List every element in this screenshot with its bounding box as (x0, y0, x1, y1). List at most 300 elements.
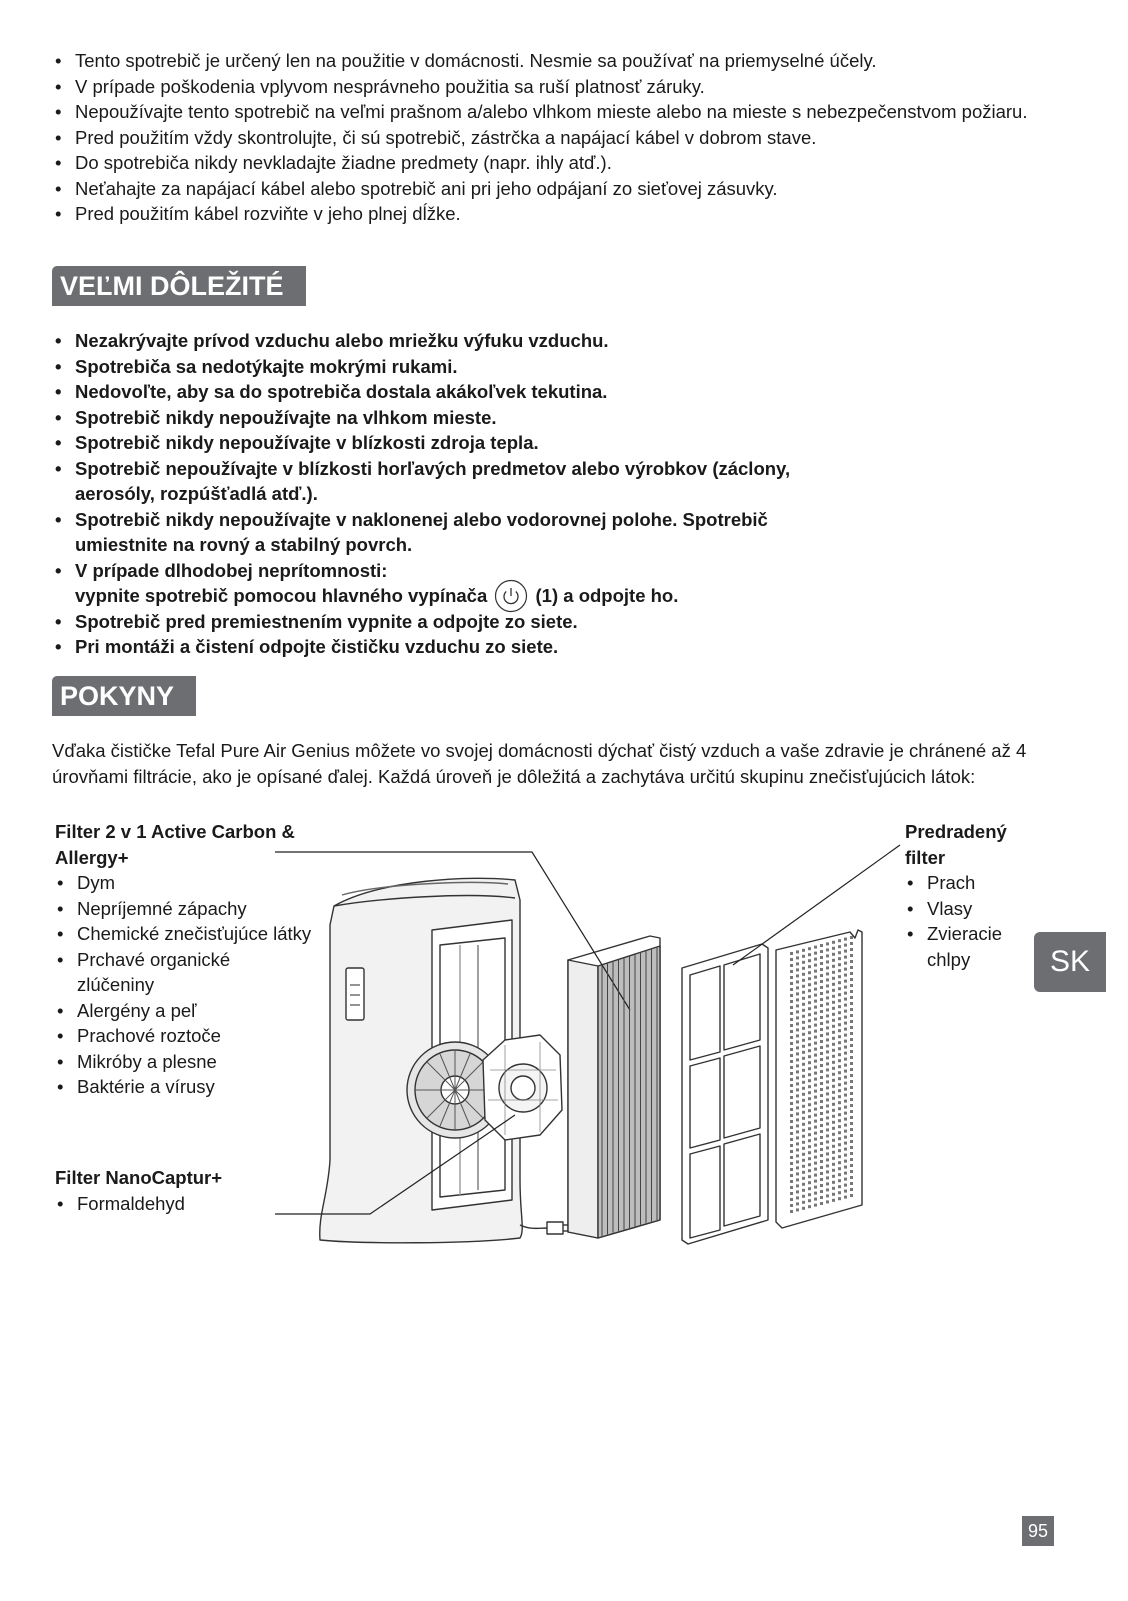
grille-hole (790, 1126, 793, 1129)
grille-hole (838, 975, 841, 978)
grille-hole (820, 1190, 823, 1193)
grille-hole (832, 983, 835, 986)
grille-hole (820, 1148, 823, 1151)
grille-hole (796, 968, 799, 971)
list-item: • Formaldehyd (55, 1191, 315, 1217)
grille-hole (790, 1204, 793, 1207)
grille-hole (790, 1096, 793, 1099)
grille-hole (820, 1034, 823, 1037)
grille-hole (826, 1158, 829, 1161)
grille-hole (826, 1128, 829, 1131)
grille-hole (808, 959, 811, 962)
grille-hole (820, 1136, 823, 1139)
list-item: • Pri montáži a čistení odpojte čističku vzduchu zo siete. (52, 634, 812, 660)
grille-hole (844, 1046, 847, 1049)
grille-hole (820, 1172, 823, 1175)
grille-hole (832, 1013, 835, 1016)
grille-hole (832, 1031, 835, 1034)
grille-hole (814, 1144, 817, 1147)
grille-hole (802, 985, 805, 988)
grille-hole (790, 1000, 793, 1003)
grille-hole (850, 954, 853, 957)
grille-hole (808, 1013, 811, 1016)
pre-filter-frame-illustration (682, 944, 768, 1244)
grille-hole (844, 974, 847, 977)
grille-hole (790, 1144, 793, 1147)
grille-hole (820, 1052, 823, 1055)
grille-hole (790, 1078, 793, 1081)
grille-hole (808, 1001, 811, 1004)
grille-hole (808, 977, 811, 980)
grille-hole (820, 980, 823, 983)
grille-hole (796, 1124, 799, 1127)
grille-hole (796, 1094, 799, 1097)
grille-hole (826, 1098, 829, 1101)
grille-hole (820, 944, 823, 947)
grille-hole (796, 1010, 799, 1013)
grille-hole (826, 1074, 829, 1077)
grille-hole (844, 1142, 847, 1145)
grille-hole (814, 1096, 817, 1099)
grille-hole (808, 1019, 811, 1022)
grille-hole (796, 1052, 799, 1055)
grille-hole (832, 1181, 835, 1184)
grille-hole (796, 1004, 799, 1007)
grille-hole (850, 1086, 853, 1089)
list-item: • Pred použitím kábel rozviňte v jeho plnej dĺžke. (52, 201, 1082, 227)
important-warnings-list (52, 328, 812, 660)
grille-hole (838, 1047, 841, 1050)
grille-hole (838, 1143, 841, 1146)
grille-hole (850, 1116, 853, 1119)
grille-hole (820, 1022, 823, 1025)
list-item: • Prach (905, 870, 1035, 896)
grille-hole (838, 1023, 841, 1026)
grille-hole (820, 1016, 823, 1019)
grille-hole (808, 1079, 811, 1082)
grille-hole (838, 1017, 841, 1020)
grille-hole (838, 1101, 841, 1104)
grille-hole (790, 1012, 793, 1015)
grille-hole (790, 1054, 793, 1057)
grille-hole (850, 1068, 853, 1071)
grille-hole (838, 1065, 841, 1068)
list-item: • Nepoužívajte tento spotrebič na veľmi prašnom a/alebo vlhkom mieste alebo na mieste s nebezpečenstvom požiaru. (52, 99, 1082, 125)
grille-hole (844, 1166, 847, 1169)
grille-hole (820, 1118, 823, 1121)
list-item: • Tento spotrebič je určený len na použitie v domácnosti. Nesmie sa používať na priemyselné účely. (52, 48, 1082, 74)
pre-filter-label (905, 819, 1035, 972)
grille-hole (838, 1041, 841, 1044)
grille-hole (790, 1108, 793, 1111)
grille-hole (850, 1050, 853, 1053)
grille-hole (850, 1146, 853, 1149)
grille-hole (814, 1204, 817, 1207)
grille-hole (802, 1153, 805, 1156)
grille-hole (808, 1151, 811, 1154)
carbon-filter-list (55, 870, 345, 1100)
grille-hole (826, 1026, 829, 1029)
grille-hole (826, 1080, 829, 1083)
grille-hole (832, 1139, 835, 1142)
grille-hole (814, 1036, 817, 1039)
grille-hole (808, 1187, 811, 1190)
grille-hole (820, 1202, 823, 1205)
grille-hole (790, 1186, 793, 1189)
grille-hole (820, 950, 823, 953)
grille-hole (844, 1154, 847, 1157)
grille-hole (844, 968, 847, 971)
grille-hole (790, 1048, 793, 1051)
grille-hole (802, 1123, 805, 1126)
grille-hole (814, 1012, 817, 1015)
grille-hole (820, 1058, 823, 1061)
grille-hole (796, 1184, 799, 1187)
grille-hole (838, 987, 841, 990)
list-item: • Alergény a peľ (55, 998, 345, 1024)
grille-hole (802, 997, 805, 1000)
grille-hole (820, 1082, 823, 1085)
grille-hole (808, 1067, 811, 1070)
grille-hole (814, 1078, 817, 1081)
grille-hole (832, 1007, 835, 1010)
grille-hole (796, 1166, 799, 1169)
list-item: • Nezakrývajte prívod vzduchu alebo mriežku výfuku vzduchu. (52, 328, 812, 354)
grille-hole (790, 1174, 793, 1177)
grille-hole (850, 972, 853, 975)
grille-hole (844, 1028, 847, 1031)
grille-hole (796, 1190, 799, 1193)
grille-hole (796, 1142, 799, 1145)
grille-hole (802, 1069, 805, 1072)
grille-hole (796, 1208, 799, 1211)
grille-hole (850, 1020, 853, 1023)
grille-hole (796, 1040, 799, 1043)
grille-hole (850, 1140, 853, 1143)
grille-hole (802, 1075, 805, 1078)
grille-hole (844, 980, 847, 983)
grille-hole (850, 984, 853, 987)
grille-hole (838, 1137, 841, 1140)
grille-hole (802, 1141, 805, 1144)
grille-hole (796, 1130, 799, 1133)
grille-hole (808, 1163, 811, 1166)
list-item: • Spotrebiča sa nedotýkajte mokrými rukami. (52, 354, 812, 380)
grille-hole (844, 1148, 847, 1151)
grille-hole (850, 1008, 853, 1011)
grille-hole (790, 1150, 793, 1153)
grille-hole (832, 1175, 835, 1178)
grille-hole (844, 1106, 847, 1109)
grille-hole (832, 1157, 835, 1160)
grille-hole (826, 1044, 829, 1047)
grille-hole (790, 1066, 793, 1069)
grille-hole (826, 1068, 829, 1071)
grille-hole (838, 1077, 841, 1080)
grille-hole (850, 1104, 853, 1107)
grille-hole (790, 1060, 793, 1063)
list-item: • V prípade poškodenia vplyvom nesprávneho použitia sa ruší platnosť záruky. (52, 74, 1082, 100)
grille-hole (832, 965, 835, 968)
grille-hole (838, 969, 841, 972)
grille-hole (850, 1092, 853, 1095)
grille-hole (844, 962, 847, 965)
grille-hole (790, 1006, 793, 1009)
grille-hole (808, 1037, 811, 1040)
grille-hole (826, 1092, 829, 1095)
grille-hole (832, 1127, 835, 1130)
grille-hole (838, 1161, 841, 1164)
list-item: • Neťahajte za napájací kábel alebo spotrebič ani pri jeho odpájaní zo sieťovej zásuvky. (52, 176, 1082, 202)
grille-hole (790, 988, 793, 991)
grille-hole (790, 1090, 793, 1093)
grille-hole (796, 1016, 799, 1019)
grille-hole (850, 1098, 853, 1101)
grille-hole (820, 992, 823, 995)
grille-hole (820, 986, 823, 989)
grille-hole (832, 1145, 835, 1148)
general-warnings-list (52, 48, 1082, 227)
grille-hole (838, 1191, 841, 1194)
grille-hole (826, 1056, 829, 1059)
grille-hole (838, 939, 841, 942)
nanocaptur-filter-label (55, 1165, 315, 1216)
list-item: • Spotrebič nikdy nepoužívajte v blízkosti zdroja tepla. (52, 430, 812, 456)
list-item: • Prachové roztoče (55, 1023, 345, 1049)
grille-hole (838, 1005, 841, 1008)
grille-hole (802, 1129, 805, 1132)
grille-hole (832, 1109, 835, 1112)
grille-hole (808, 1181, 811, 1184)
grille-hole (838, 1053, 841, 1056)
grille-hole (796, 1178, 799, 1181)
grille-hole (832, 1025, 835, 1028)
grille-hole (796, 1046, 799, 1049)
grille-hole (820, 998, 823, 1001)
grille-hole (814, 1048, 817, 1051)
grille-hole (802, 949, 805, 952)
grille-hole (844, 1034, 847, 1037)
grille-hole (790, 964, 793, 967)
grille-hole (850, 966, 853, 969)
list-item: • Zvieracie chlpy (905, 921, 1035, 972)
grille-hole (790, 982, 793, 985)
grille-hole (832, 1199, 835, 1202)
grille-hole (826, 1146, 829, 1149)
grille-hole (850, 1134, 853, 1137)
grille-hole (832, 1151, 835, 1154)
absence-line-1: V prípade dlhodobej neprítomnosti: (75, 559, 388, 581)
grille-hole (814, 1138, 817, 1141)
grille-hole (826, 1134, 829, 1137)
grille-hole (796, 986, 799, 989)
grille-hole (814, 1126, 817, 1129)
grille-hole (808, 1061, 811, 1064)
list-item: • Do spotrebiča nikdy nevkladajte žiadne predmety (napr. ihly atď.). (52, 150, 1082, 176)
grille-hole (814, 1006, 817, 1009)
grille-hole (832, 941, 835, 944)
grille-hole (850, 1062, 853, 1065)
grille-hole (790, 994, 793, 997)
grille-hole (808, 1115, 811, 1118)
grille-hole (850, 1170, 853, 1173)
rear-grille-panel-illustration (776, 930, 862, 1228)
grille-hole (838, 1185, 841, 1188)
grille-hole (808, 1109, 811, 1112)
grille-hole (844, 1058, 847, 1061)
grille-hole (796, 1082, 799, 1085)
grille-hole (826, 1182, 829, 1185)
grille-hole (820, 1094, 823, 1097)
grille-hole (802, 1063, 805, 1066)
leader-lines (275, 845, 900, 1214)
grille-hole (844, 1052, 847, 1055)
grille-hole (802, 967, 805, 970)
grille-hole (844, 1016, 847, 1019)
grille-hole (850, 1194, 853, 1197)
nanocaptur-filter-list (55, 1191, 315, 1217)
grille-hole (802, 1081, 805, 1084)
grille-hole (802, 1021, 805, 1024)
grille-hole (808, 953, 811, 956)
grille-hole (796, 1028, 799, 1031)
list-item: • Spotrebič nepoužívajte v blízkosti horľavých predmetov alebo výrobkov (záclony, aerosóly, rozpúšťadlá atď.). (52, 456, 812, 507)
grille-hole (814, 1072, 817, 1075)
grille-hole (808, 989, 811, 992)
grille-hole (850, 942, 853, 945)
grille-hole (850, 1158, 853, 1161)
grille-hole (814, 970, 817, 973)
grille-hole (820, 1142, 823, 1145)
grille-hole (814, 1060, 817, 1063)
grille-hole (850, 1014, 853, 1017)
grille-hole (802, 1195, 805, 1198)
grille-hole (820, 1130, 823, 1133)
grille-hole (802, 1015, 805, 1018)
grille-hole (838, 1029, 841, 1032)
grille-hole (808, 1085, 811, 1088)
grille-hole (802, 991, 805, 994)
grille-hole (838, 1155, 841, 1158)
grille-hole (826, 1014, 829, 1017)
grille-hole (814, 1030, 817, 1033)
grille-hole (826, 1020, 829, 1023)
grille-hole (820, 1112, 823, 1115)
list-item: • Spotrebič pred premiestnením vypnite a odpojte zo siete. (52, 609, 812, 635)
grille-hole (832, 1163, 835, 1166)
grille-hole (844, 1190, 847, 1193)
grille-hole (850, 936, 853, 939)
grille-hole (808, 1103, 811, 1106)
grille-hole (802, 1171, 805, 1174)
section-heading-important: VEĽMI DÔLEŽITÉ (52, 266, 306, 306)
grille-hole (808, 1049, 811, 1052)
grille-hole (838, 1125, 841, 1128)
grille-hole (814, 1108, 817, 1111)
grille-hole (790, 1192, 793, 1195)
grille-hole (802, 961, 805, 964)
list-item: • Nedovoľte, aby sa do spotrebiča dostala akákoľvek tekutina. (52, 379, 812, 405)
grille-hole (826, 954, 829, 957)
grille-hole (844, 938, 847, 941)
list-item: • Dym (55, 870, 345, 896)
grille-hole (790, 1114, 793, 1117)
grille-hole (820, 1106, 823, 1109)
grille-hole (838, 1119, 841, 1122)
grille-hole (826, 1008, 829, 1011)
grille-hole (832, 1073, 835, 1076)
grille-hole (802, 1111, 805, 1114)
grille-hole (796, 1070, 799, 1073)
grille-hole (802, 1099, 805, 1102)
grille-hole (814, 976, 817, 979)
grille-hole (832, 1169, 835, 1172)
grille-hole (850, 1110, 853, 1113)
grille-hole (808, 1043, 811, 1046)
grille-hole (814, 1114, 817, 1117)
grille-hole (826, 1104, 829, 1107)
grille-hole (820, 962, 823, 965)
grille-hole (844, 1082, 847, 1085)
grille-hole (808, 1193, 811, 1196)
grille-hole (850, 1044, 853, 1047)
grille-hole (796, 950, 799, 953)
grille-hole (844, 1100, 847, 1103)
grille-hole (802, 1009, 805, 1012)
grille-hole (844, 1178, 847, 1181)
grille-hole (820, 1010, 823, 1013)
grille-hole (802, 1093, 805, 1096)
grille-hole (844, 998, 847, 1001)
grille-hole (790, 1180, 793, 1183)
absence-line-2-after: (1) a odpojte ho. (535, 585, 679, 606)
carbon-filter-illustration (568, 936, 660, 1238)
grille-hole (814, 1000, 817, 1003)
grille-hole (844, 1076, 847, 1079)
grille-hole (832, 1061, 835, 1064)
grille-hole (796, 1160, 799, 1163)
grille-hole (838, 1197, 841, 1200)
grille-hole (850, 996, 853, 999)
grille-hole (790, 1210, 793, 1213)
grille-hole (790, 1138, 793, 1141)
grille-hole (820, 1184, 823, 1187)
grille-hole (796, 1202, 799, 1205)
carbon-filter-title: Filter 2 v 1 Active Carbon & Allergy+ (55, 821, 295, 868)
grille-hole (850, 1074, 853, 1077)
intro-paragraph: Vďaka čističke Tefal Pure Air Genius môžete vo svojej domácnosti dýchať čistý vzduch a vaše zdravie je chránené až 4 úrovňami filtrácie, ako je opísané ďalej. Každá úroveň je dôležitá a zachytáva určitú skupinu znečisťujúcich látok: (52, 740, 1027, 787)
grille-hole (850, 990, 853, 993)
grille-hole (820, 1196, 823, 1199)
grille-hole (850, 1122, 853, 1125)
page-number: 95 (1022, 1516, 1054, 1546)
grille-hole (838, 1089, 841, 1092)
grille-hole (814, 1120, 817, 1123)
grille-hole (796, 1058, 799, 1061)
grille-hole (826, 1062, 829, 1065)
grille-hole (808, 1031, 811, 1034)
grille-hole (808, 1127, 811, 1130)
grille-hole (796, 1034, 799, 1037)
grille-hole (814, 946, 817, 949)
pre-filter-title: Predradený filter (905, 821, 1007, 868)
grille-hole (832, 1103, 835, 1106)
grille-hole (844, 1124, 847, 1127)
grille-hole (850, 1188, 853, 1191)
grille-hole (796, 998, 799, 1001)
grille-hole (808, 1133, 811, 1136)
grille-hole (820, 1028, 823, 1031)
